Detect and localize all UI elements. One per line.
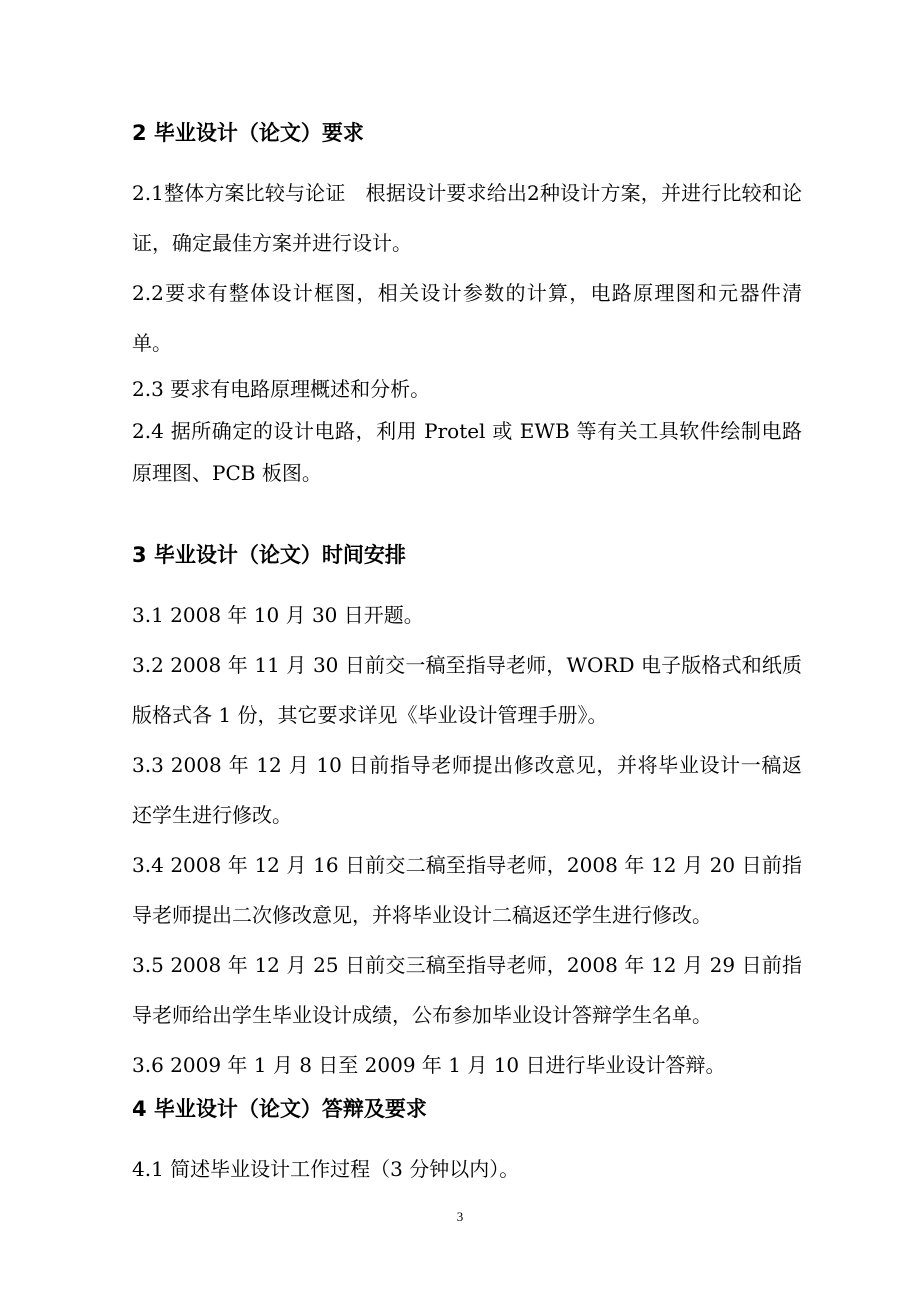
- section-heading-defense: 4 毕业设计（论文）答辩及要求: [132, 1097, 427, 1121]
- section-heading-schedule: 3 毕业设计（论文）时间安排: [132, 543, 406, 567]
- paragraph-4-1: 4.1 简述毕业设计工作过程（3 分钟以内）。: [132, 1157, 520, 1181]
- paragraph-2-4: 2.4 据所确定的设计电路，利用 Protel 或 EWB 等有关工具软件绘制电路原理图、PCB 板图。: [132, 419, 802, 485]
- paragraph-3-4: 3.4 2008 年 12 月 16 日前交二稿至指导老师，2008 年 12 月 20 日前指导老师提出二次修改意见，并将毕业设计二稿返还学生进行修改。: [132, 853, 802, 927]
- paragraph-3-6: 3.6 2009 年 1 月 8 日至 2009 年 1 月 10 日进行毕业设计答辩。: [132, 1053, 726, 1077]
- paragraph-2-3: 2.3 要求有电路原理概述和分析。: [132, 377, 431, 401]
- paragraph-3-1: 3.1 2008 年 10 月 30 日开题。: [132, 603, 424, 627]
- page-content: [132, 118, 802, 1194]
- paragraph-2-2: 2.2要求有整体设计框图，相关设计参数的计算，电路原理图和元器件清单。: [132, 281, 802, 355]
- paragraph-3-3: 3.3 2008 年 12 月 10 日前指导老师提出修改意见，并将毕业设计一稿返还学生进行修改。: [132, 753, 802, 827]
- paragraph-3-2: 3.2 2008 年 11 月 30 日前交一稿至指导老师，WORD 电子版格式和纸质版格式各 1 份，其它要求详见《毕业设计管理手册》。: [132, 653, 802, 727]
- paragraph-3-5: 3.5 2008 年 12 月 25 日前交三稿至指导老师，2008 年 12 月 29 日前指导老师给出学生毕业设计成绩，公布参加毕业设计答辩学生名单。: [132, 953, 802, 1027]
- section-spacer: [132, 494, 802, 540]
- paragraph-2-1: 2.1整体方案比较与论证 根据设计要求给出2种设计方案，并进行比较和论证，确定最佳方案并进行设计。: [132, 181, 802, 255]
- page-number: 3: [456, 1209, 464, 1224]
- section-heading-requirements: 2 毕业设计（论文）要求: [132, 121, 364, 145]
